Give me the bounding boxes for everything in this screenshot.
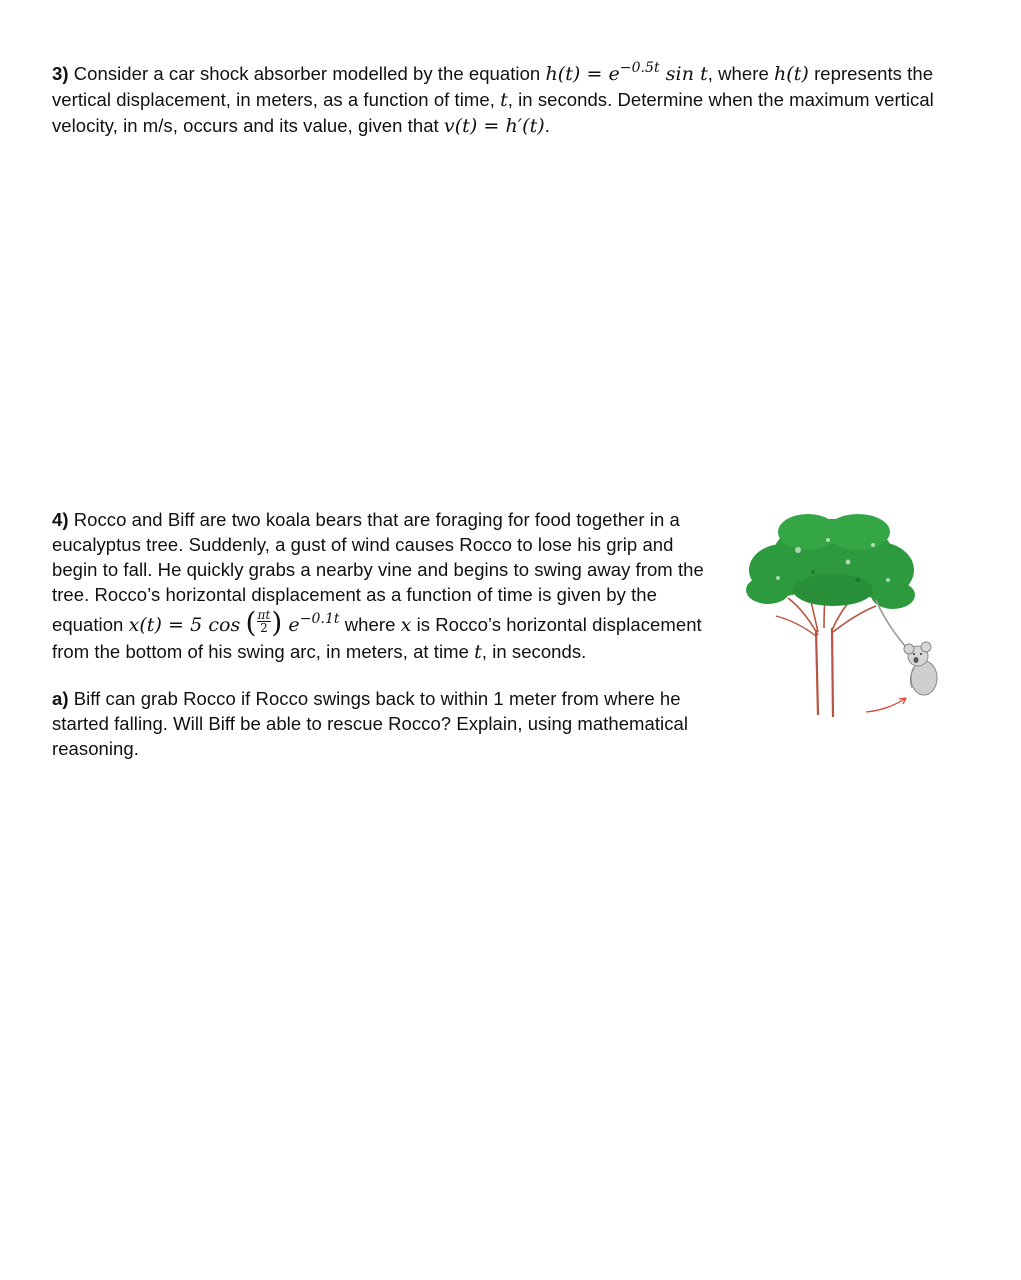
equation-h: h(t) = e (545, 63, 620, 85)
left-paren: ( (245, 606, 257, 640)
equation-h-exponent: −0.5t (619, 60, 660, 76)
variable-t: t (500, 89, 508, 111)
question-4 (52, 507, 712, 665)
part-a-text: Biff can grab Rocco if Rocco swings back to within 1 meter from where he started falling. Will Biff be able to rescue Rocco? Explain, using mathematical reasoning. (52, 688, 689, 759)
question-3 (52, 56, 982, 139)
equation-x: x(t) = (128, 614, 191, 636)
question-4-text-d: , in seconds. (481, 641, 587, 663)
koala-tree-illustration (738, 510, 948, 725)
question-3-text-e: . (544, 115, 550, 136)
question-3-text-d: , in seconds. Determine when the maximum vertical velocity, in m/s, occurs and its value, given that (52, 89, 934, 136)
equation-e-exponent: −0.1t (299, 611, 340, 627)
question-4-number: 4) (52, 509, 69, 530)
fraction-numerator: πt (257, 608, 271, 623)
equation-h-ref: h(t) (773, 63, 809, 85)
equation-v: v(t) = h′(t) (443, 115, 545, 137)
question-3-text-a: Consider a car shock absorber modelled by the equation (68, 63, 546, 84)
swing-arrow (866, 698, 906, 712)
question-3-number: 3) (52, 63, 69, 84)
equation-sin: sin t (659, 63, 708, 85)
question-3-text-b: , where (707, 63, 774, 84)
right-paren: ) (271, 606, 283, 640)
equation-coefficient: 5 cos (190, 614, 241, 636)
equation-e: e (282, 614, 300, 636)
fraction-denominator: 2 (260, 621, 268, 636)
question-4-text-a: Rocco and Biff are two koala bears that are foraging for food together in a eucalyptus tree. Suddenly, a gust of wind causes Rocco to lose his grip and begin to fall. He quickly grabs a nearby vine and begins to swing away from the tree. Rocco’s horizontal displacement as a function of time is given by the equation (52, 509, 704, 635)
variable-x: x (400, 614, 412, 636)
question-4-part-a (52, 686, 712, 761)
koala-rocco (904, 642, 937, 695)
fraction-group (245, 606, 283, 640)
question-4-text-b: where (339, 614, 401, 635)
tree-foliage (746, 514, 915, 609)
question-3-text-c: represents the vertical displacement, in meters, as a function of time, (52, 63, 934, 110)
part-a-label: a) (52, 688, 69, 709)
fraction-pi-t-over-2 (257, 609, 272, 634)
question-4-text-c: is Rocco’s horizontal displacement from the bottom of his swing arc, in meters, at time (52, 614, 702, 663)
variable-t: t (474, 641, 482, 664)
